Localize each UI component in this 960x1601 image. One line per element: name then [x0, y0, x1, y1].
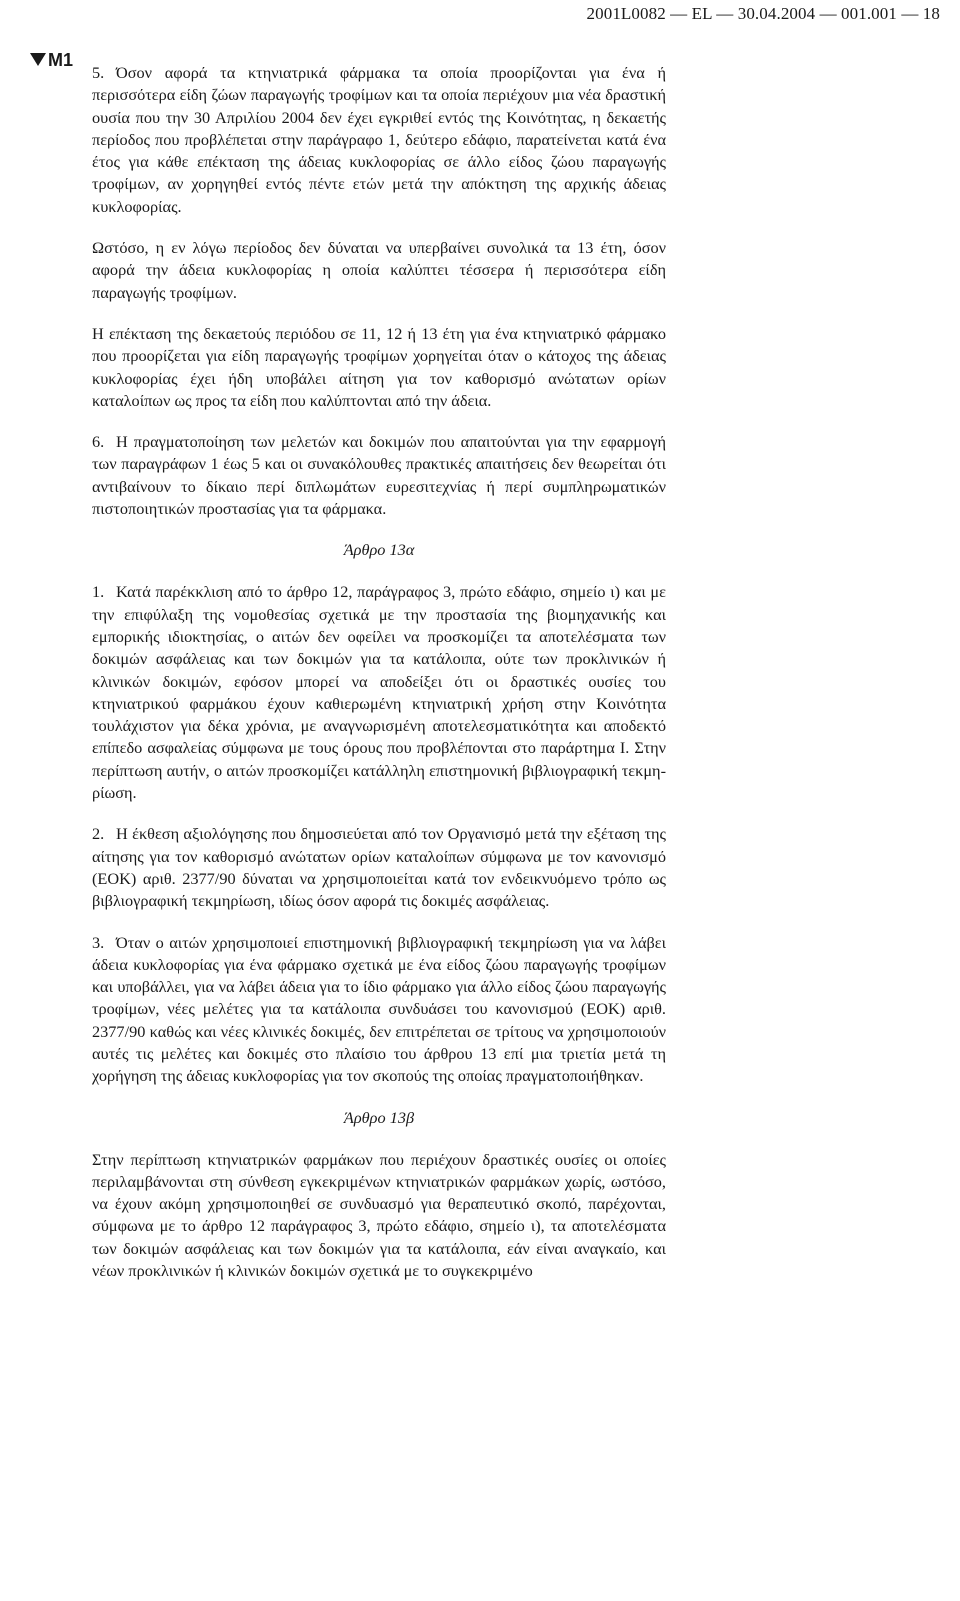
article-13b-title: Άρθρο 13β — [343, 1107, 415, 1127]
amendment-marker — [30, 50, 73, 71]
paragraph-number: 2. — [92, 824, 105, 844]
paragraph-6 — [92, 431, 666, 520]
paragraph-number: 6. — [92, 432, 105, 452]
triangle-down-icon — [30, 53, 46, 66]
paragraph-5-subparagraph-3: Η επέκταση της δεκαετούς περιόδου σε 11, 12 ή 13 έτη για ένα κτηνιατρικό φάρμακο που προορίζεται για είδη παραγωγής τροφίμων χορηγείται όταν ο κάτοχος της άδειας κυκλοφορίας έχει ήδη υποβάλει αίτηση για τον καθορισμό ανώτατων ορίων καταλοίπων ως προς τα είδη που καλύπτονται από την άδεια. — [92, 323, 666, 410]
paragraph-text: Όσον αφορά τα κτηνιατρικά φάρμακα τα οποία προορίζονται για ένα ή περισσότερα είδη ζώων παραγωγής τροφίμων και τα οποία περιέχουν μια νέα δραστική ουσία που την 30 Απριλίου 2004 δεν έχει εγκριθεί εντός της Κοινότητας, η δεκαετής περίοδος που προβλέπεται στην παράγραφο 1, δεύτερο εδάφιο, παρατείνεται κατά ένα έτος για κάθε επέκταση της άδειας κυκλοφορίας σε άλλο είδος ζώου παραγωγής τροφίμων, αν χορηγηθεί εντός πέντε ετών μετά την απόκτηση της αρχικής άδειας κυκλοφορίας. — [92, 63, 666, 216]
paragraph-text: Η έκθεση αξιολόγησης που δημοσιεύεται από τον Οργανισμό μετά την εξέταση της αίτησης για τον καθορισμό ανώτατων ορίων καταλοίπων σύμφωνα με τον κανονισμό (ΕΟΚ) αριθ. 2377/90 δύναται να χρησιμοποιείται κατά τον ενδεικνυόμενο τρόπο ως βιβλιογραφική τεκμηρίωση, ιδίως όσον αφορά τις δοκιμές ασφάλειας. — [92, 824, 666, 911]
paragraph-number: 1. — [92, 582, 105, 602]
document-body — [92, 62, 666, 1301]
article-13a-title: Άρθρο 13α — [343, 540, 415, 560]
article-13a-paragraph-2 — [92, 823, 666, 912]
paragraph-text: Η πραγματοποίηση των μελετών και δοκιμών που απαιτούνται για την εφαρμογή των παραγράφων 1 έως 5 και οι συνακόλουθες πρακτικές απαιτήσεις δεν θεωρείται ότι αντιβαίνουν το δίκαιο περί διπλωμάτων ευρεσιτεχνίας ή περί συμπληρωματικών πιστοποιητικών προστασίας για τα φάρμακα. — [92, 432, 666, 519]
document-reference-header: 2001L0082 — EL — 30.04.2004 — 001.001 — 18 — [586, 4, 940, 23]
paragraph-text: Όταν ο αιτών χρησιμοποιεί επιστημονική βιβλιογραφική τεκμηρίωση για να λάβει άδεια κυκλοφορίας για ένα φάρμακο σχετικά με ένα είδος ζώου παραγωγής τροφίμων και υποβάλλει, για να λάβει άδεια για το ίδιο φάρμακο για άλλο είδος ζώου παραγωγής τροφίμων, νέες μελέτες για τα κατάλοιπα συνδυάσει του κανονισμού (ΕΟΚ) αριθ. 2377/90 καθώς και νέες κλινικές δοκιμές, δεν επιτρέπεται σε τρίτους να χρησιμοποιούν αυτές τις μελέτες και δοκιμές στο πλαίσιο του άρθρου 13 επί μια τριετία μετά τη χορήγηση της άδειας κυκλοφορίας για τον σκοπούς της οποίας πραγματοποιήθηκαν. — [92, 932, 666, 1086]
paragraph-number: 3. — [92, 932, 105, 952]
article-13a-paragraph-3 — [92, 932, 666, 1088]
amendment-marker-label: M1 — [48, 50, 74, 70]
article-13a-paragraph-1 — [92, 581, 666, 804]
paragraph-5-subparagraph-2: Ωστόσο, η εν λόγω περίοδος δεν δύναται να υπερβαίνει συνολικά τα 13 έτη, όσον αφορά την άδεια κυκλοφορίας η οποία καλύπτει τέσσερα ή περισσότερα είδη παραγωγής τροφίμων. — [92, 238, 666, 302]
paragraph-number: 5. — [92, 63, 105, 82]
paragraph-text: Κατά παρέκκλιση από το άρθρο 12, παράγραφος 3, πρώτο εδάφιο, σημείο ι) και με την επιφύλαξη της νομοθεσίας σχετικά με την προστασία της βιομηχανικής και εμπορικής ιδιοκτησίας, ο αιτών δεν οφείλει να προσκομίζει τα αποτελέσματα των δοκιμών ασφάλειας και των δοκιμών για τα κατάλοιπα, ούτε των προκλινικών ή κλινικών δοκιμών, εφόσον μπορεί να αποδείξει ότι οι δραστικές ουσίες του κτηνιατρικού φαρμάκου έχουν καθιερωμένη κτηνιατρική χρήση στην Κοινότητα τουλάχιστον για δέκα χρόνια, με αναγνωρισμένη αποτελεσματικότητα και αποδεκτό επίπεδο ασφαλείας σύμφωνα με τους όρους που προβλέπονται στο παράρτημα Ι. Στην περίπτωση αυτήν, ο αιτών προσκομίζει κατάλληλη επιστημονική βιβλιογραφική τεκμηρίωση. — [92, 582, 666, 803]
paragraph-5 — [92, 62, 666, 218]
article-13b-paragraph: Στην περίπτωση κτηνιατρικών φαρμάκων που περιέχουν δραστικές ουσίες οι οποίες περιλαμβάνονται στη σύνθεση εγκεκριμένων κτηνιατρικών φαρμάκων χωρίς, ωστόσο, να έχουν ακόμη χρησιμοποιηθεί σε συνδυασμό για θεραπευτικό σκοπό, παρέχονται, σύμφωνα με το άρθρο 12 παράγραφος 3, πρώτο εδάφιο, σημείο ι), τα αποτελέσματα των δοκιμών ασφάλειας και των δοκιμών για τα κατάλοιπα, εάν είναι αναγκαίο, και νέων προκλινικών ή κλινικών δοκιμών σχετικά με το συγκεκριμένο — [92, 1149, 666, 1281]
